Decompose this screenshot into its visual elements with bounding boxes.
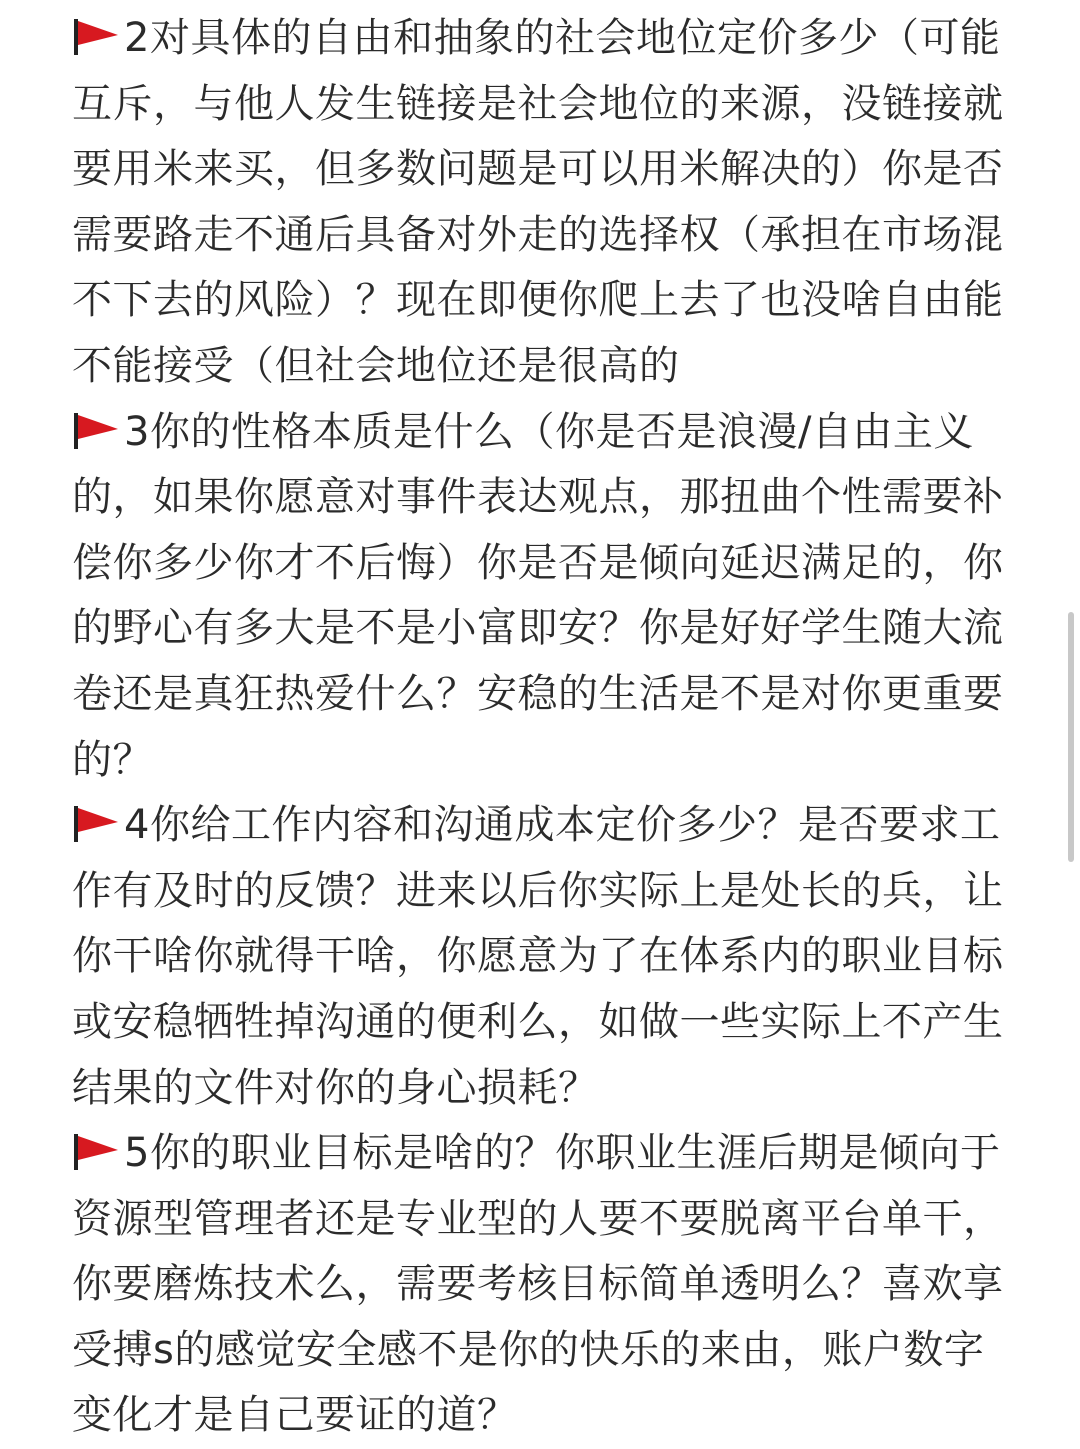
red-flag-icon xyxy=(72,804,120,844)
scrollbar[interactable] xyxy=(1068,612,1074,862)
question-item-2 xyxy=(72,6,1007,400)
red-flag-icon xyxy=(72,17,120,57)
question-item-5 xyxy=(72,1121,1007,1449)
red-flag-icon xyxy=(72,1132,120,1172)
question-item-4 xyxy=(72,793,1007,1121)
red-flag-icon xyxy=(72,411,120,451)
question-text-5: 5你的职业目标是啥的？你职业生涯后期是倾向于资源型管理者还是专业型的人要不要脱离平台单干，你要磨炼技术么，需要考核目标简单透明么？喜欢享受搏s的感觉安全感不是你的快乐的来由，账户数字变化才是自己要证的道？ xyxy=(72,1130,1004,1439)
question-text-4: 4你给工作内容和沟通成本定价多少？是否要求工作有及时的反馈？进来以后你实际上是处长的兵，让你干啥你就得干啥，你愿意为了在体系内的职业目标或安稳牺牲掉沟通的便利么，如做一些实际上不产生结果的文件对你的身心损耗？ xyxy=(72,802,1004,1111)
post-body xyxy=(72,6,1007,1449)
question-text-3: 3你的性格本质是什么（你是否是浪漫/自由主义的，如果你愿意对事件表达观点，那扭曲个性需要补偿你多少你才不后悔）你是否是倾向延迟满足的，你的野心有多大是不是小富即安？你是好好学生随大流卷还是真狂热爱什么？安稳的生活是不是对你更重要的？ xyxy=(72,408,1004,783)
question-item-3 xyxy=(72,400,1007,794)
question-text-2: 2对具体的自由和抽象的社会地位定价多少（可能互斥，与他人发生链接是社会地位的来源，没链接就要用米来买，但多数问题是可以用米解决的）你是否需要路走不通后具备对外走的选择权（承担在市场混不下去的风险）？现在即便你爬上去了也没啥自由能不能接受（但社会地位还是很高的 xyxy=(72,15,1004,389)
